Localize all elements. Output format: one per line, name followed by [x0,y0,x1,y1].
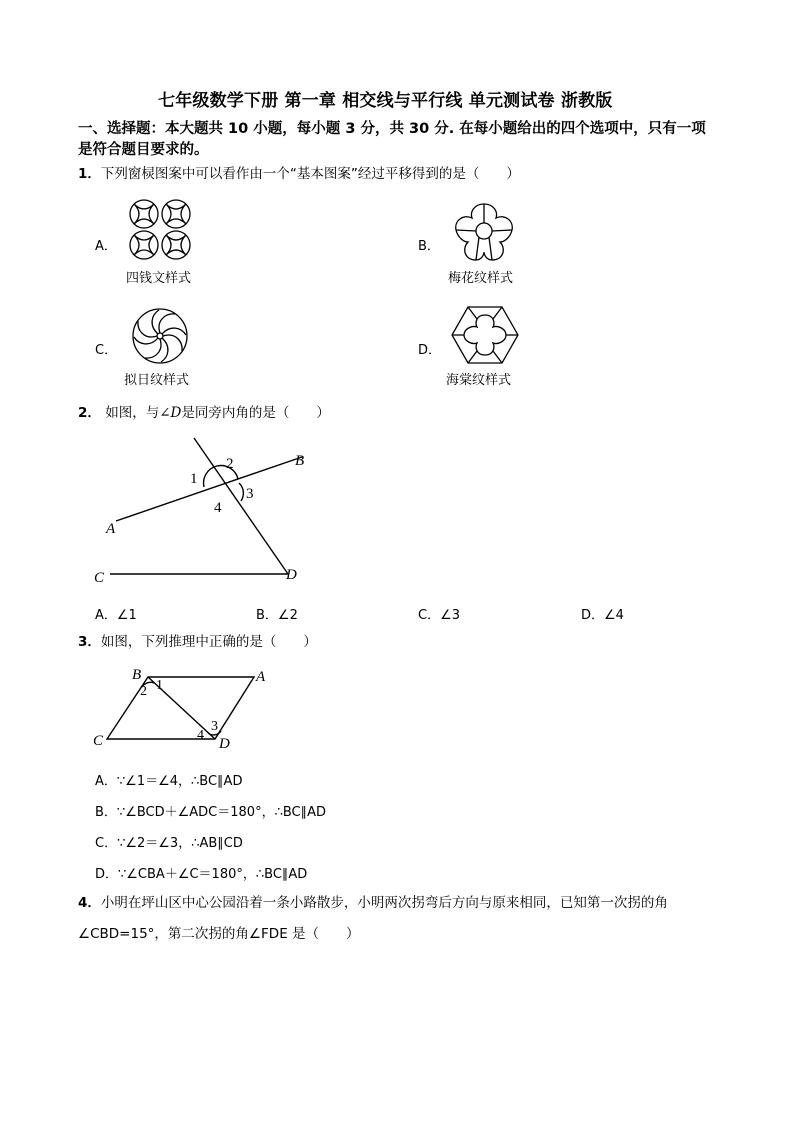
label-d: D [286,567,297,583]
q2-option-c[interactable]: C．∠3 [418,608,461,623]
q1-option-d-caption: 海棠纹样式 [446,373,512,388]
q1-option-c-letter[interactable]: C． [95,343,118,358]
q3-text: 如图，下列推理中正确的是（ ） [100,634,317,650]
q2-text-pre: 如图，与 [105,405,160,421]
q1-option-d-letter[interactable]: D． [418,343,442,358]
q1-text: 下列窗棂图案中可以看作由一个“基本图案”经过平移得到的是（ ） [100,166,520,182]
q1-stem [78,164,520,184]
q1-option-b-letter[interactable]: B． [418,239,440,254]
q3-figure [90,663,280,753]
label-angle-1: 1 [156,678,163,693]
label-angle-2: 2 [140,684,147,699]
label-angle-3: 3 [246,486,254,502]
q1-option-a-letter[interactable]: A． [95,239,117,254]
begonia-pattern-figure [450,305,520,365]
four-coins-pattern-figure [128,199,194,261]
label-b: B [132,667,142,683]
q3-option-b[interactable]: B．∵∠BCD＋∠ADC＝180°，∴BC∥AD [95,805,327,820]
angle-arc-3 [239,483,243,501]
label-d: D [219,736,230,752]
q2-stem [78,403,330,423]
label-a: A [106,521,116,537]
label-c: C [93,733,104,749]
q2-figure [90,435,320,595]
q3-number: 3． [78,634,101,650]
label-angle-1: 1 [190,471,198,487]
q4-stem-line1 [78,893,668,913]
label-b: B [295,453,305,469]
q4-text-line1: 小明在坪山区中心公园沿着一条小路散步，小明两次拐弯后方向与原来相同，已知第一次拐的角 [100,895,668,911]
q4-number: 4． [78,895,101,911]
q1-number: 1． [78,166,101,182]
q2-option-a[interactable]: A．∠1 [95,608,137,623]
sun-pattern-figure [131,307,189,365]
q2-text-post: 是同旁内角的是（ ） [181,405,330,421]
line-ab [116,457,302,521]
label-angle-4: 4 [214,500,222,516]
q3-option-d[interactable]: D．∵∠CBA＋∠C＝180°，∴BC∥AD [95,867,308,882]
plum-blossom-pattern-figure [452,202,516,262]
q3-option-c[interactable]: C．∵∠2＝∠3，∴AB∥CD [95,836,243,851]
section-header-line1: 一、选择题：本大题共 10 小题，每小题 3 分，共 30 分. 在每小题给出的四个选项中，只有一项 [78,121,706,137]
q2-option-d[interactable]: D．∠4 [581,608,624,623]
page-title: 七年级数学下册 第一章 相交线与平行线 单元测试卷 浙教版 [158,91,613,111]
q1-option-b-caption: 梅花纹样式 [448,271,514,286]
label-a: A [256,669,266,685]
section-header-line2: 是符合题目要求的。 [78,142,209,158]
q1-option-a-caption: 四钱文样式 [126,271,192,286]
label-angle-4: 4 [197,728,204,743]
q3-stem [78,632,317,652]
transversal-line [194,438,288,574]
label-angle-3: 3 [211,719,218,734]
label-c: C [94,570,105,586]
q3-option-a[interactable]: A．∵∠1＝∠4，∴BC∥AD [95,774,243,789]
q2-angle-d: ∠D [159,405,182,421]
label-angle-2: 2 [226,456,234,472]
q1-option-c-caption: 拟日纹样式 [124,373,190,388]
q4-stem-line2: ∠CBD=15°，第二次拐的角∠FDE 是（ ） [78,926,360,942]
q2-number: 2． [78,405,101,421]
q2-option-b[interactable]: B．∠2 [256,608,298,623]
